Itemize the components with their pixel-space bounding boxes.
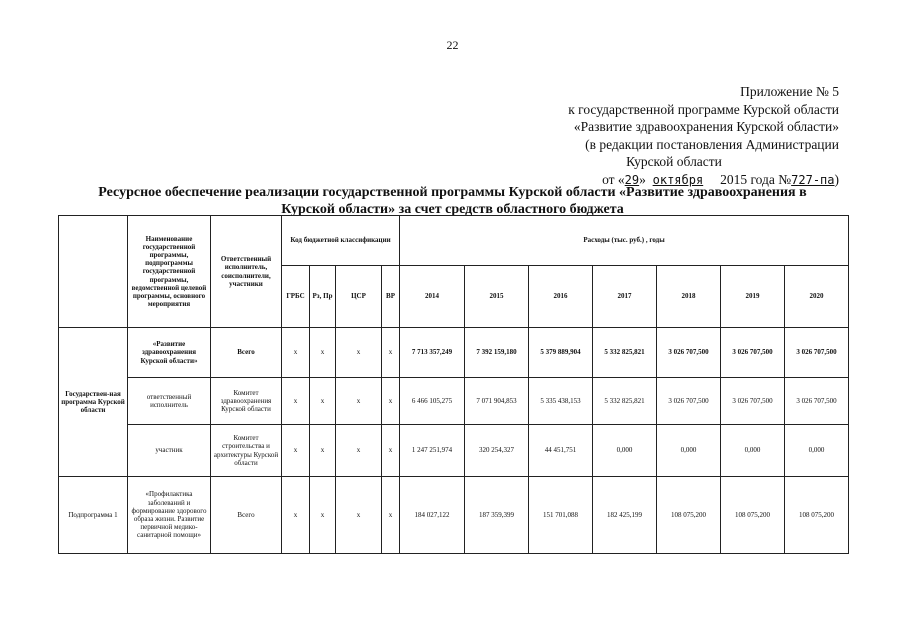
code-csr: х bbox=[336, 425, 382, 477]
code-vr: х bbox=[382, 477, 400, 554]
value-cell: 108 075,200 bbox=[657, 477, 721, 554]
title-line-2: Курской области» за счет средств областного бюджета bbox=[281, 202, 624, 217]
category-cell: Подпрограмма 1 bbox=[59, 477, 128, 554]
code-grbs: х bbox=[282, 378, 310, 425]
value-cell: 7 071 904,853 bbox=[465, 378, 529, 425]
appendix-line: «Развитие здравоохранения Курской области» bbox=[573, 119, 839, 134]
header-grbs: ГРБС bbox=[282, 266, 310, 328]
date-year: 2015 года № bbox=[720, 171, 792, 187]
code-vr: х bbox=[382, 328, 400, 378]
title-line-1: Ресурсное обеспечение реализации государственной программы Курской области «Развитие здравоохранения в bbox=[98, 185, 807, 200]
header-expenses: Расходы (тыс. руб.) , годы bbox=[400, 216, 849, 266]
code-csr: х bbox=[336, 477, 382, 554]
row-name: ответственный исполнитель bbox=[128, 378, 211, 425]
value-cell: 7 713 357,249 bbox=[400, 328, 465, 378]
code-rzpr: х bbox=[310, 477, 336, 554]
table-row bbox=[59, 477, 849, 554]
code-rzpr: х bbox=[310, 328, 336, 378]
code-grbs: х bbox=[282, 328, 310, 378]
header-empty-cell bbox=[59, 216, 128, 328]
decree-number: 727-па bbox=[791, 172, 835, 187]
value-cell: 184 027,122 bbox=[400, 477, 465, 554]
value-cell: 182 425,199 bbox=[593, 477, 657, 554]
appendix-title: Приложение № 5 bbox=[740, 84, 839, 99]
header-row-1 bbox=[59, 216, 849, 266]
value-cell: 108 075,200 bbox=[721, 477, 785, 554]
header-year-2018: 2018 bbox=[657, 266, 721, 328]
date-mid: » bbox=[639, 171, 646, 187]
value-cell: 3 026 707,500 bbox=[785, 328, 849, 378]
appendix-line: Курской области bbox=[626, 154, 722, 169]
value-cell: 0,000 bbox=[593, 425, 657, 477]
header-year-2015: 2015 bbox=[465, 266, 529, 328]
value-cell: 7 392 159,180 bbox=[465, 328, 529, 378]
date-month: октября bbox=[652, 172, 704, 187]
code-grbs: х bbox=[282, 477, 310, 554]
value-cell: 0,000 bbox=[721, 425, 785, 477]
code-csr: х bbox=[336, 378, 382, 425]
value-cell: 5 379 889,904 bbox=[529, 328, 593, 378]
row-role: Комитет строительства и архитектуры Курской области bbox=[211, 425, 282, 477]
value-cell: 0,000 bbox=[657, 425, 721, 477]
header-budget-code: Код бюджетной классификации bbox=[282, 216, 400, 266]
row-role: Всего bbox=[211, 328, 282, 378]
value-cell: 108 075,200 bbox=[785, 477, 849, 554]
code-grbs: х bbox=[282, 425, 310, 477]
value-cell: 6 466 105,275 bbox=[400, 378, 465, 425]
code-csr: х bbox=[336, 328, 382, 378]
header-csr: ЦСР bbox=[336, 266, 382, 328]
header-year-2017: 2017 bbox=[593, 266, 657, 328]
date-day: 29 bbox=[624, 172, 640, 187]
resource-table bbox=[58, 215, 849, 554]
code-rzpr: х bbox=[310, 425, 336, 477]
value-cell: 5 335 438,153 bbox=[529, 378, 593, 425]
value-cell: 187 359,399 bbox=[465, 477, 529, 554]
appendix-line: к государственной программе Курской области bbox=[568, 101, 839, 117]
row-name: «Развитие здравоохранения Курской области» bbox=[128, 328, 211, 378]
table-row bbox=[59, 328, 849, 378]
value-cell: 0,000 bbox=[785, 425, 849, 477]
value-cell: 44 451,751 bbox=[529, 425, 593, 477]
document-title bbox=[60, 184, 845, 218]
header-vr: ВР bbox=[382, 266, 400, 328]
table-row bbox=[59, 425, 849, 477]
date-suffix: ) bbox=[834, 171, 839, 187]
value-cell: 3 026 707,500 bbox=[657, 328, 721, 378]
value-cell: 1 247 251,974 bbox=[400, 425, 465, 477]
page-number: 22 bbox=[446, 38, 459, 52]
code-vr: х bbox=[382, 378, 400, 425]
header-rzpr: Рз, Пр bbox=[310, 266, 336, 328]
appendix-line: (в редакции постановления Администрации bbox=[585, 136, 839, 152]
header-responsible: Ответственный исполнитель, соисполнители, участники bbox=[211, 216, 282, 328]
value-cell: 3 026 707,500 bbox=[785, 378, 849, 425]
row-role: Всего bbox=[211, 477, 282, 554]
value-cell: 320 254,327 bbox=[465, 425, 529, 477]
header-year-2020: 2020 bbox=[785, 266, 849, 328]
value-cell: 3 026 707,500 bbox=[657, 378, 721, 425]
header-program-name: Наименование государственной программы, подпрограммы государственной программы, ведомственной целевой программы, основного мероприятия bbox=[128, 216, 211, 328]
row-role: Комитет здравоохранения Курской области bbox=[211, 378, 282, 425]
value-cell: 5 332 825,821 bbox=[593, 328, 657, 378]
value-cell: 3 026 707,500 bbox=[721, 378, 785, 425]
value-cell: 3 026 707,500 bbox=[721, 328, 785, 378]
row-name: «Профилактика заболеваний и формирование здорового образа жизни. Развитие первичной медико-санитарной помощи» bbox=[128, 477, 211, 554]
header-year-2016: 2016 bbox=[529, 266, 593, 328]
value-cell: 151 701,088 bbox=[529, 477, 593, 554]
value-cell: 5 332 825,821 bbox=[593, 378, 657, 425]
row-name: участник bbox=[128, 425, 211, 477]
date-prefix: от « bbox=[602, 171, 625, 187]
table-row bbox=[59, 378, 849, 425]
appendix-block bbox=[509, 83, 839, 189]
header-year-2014: 2014 bbox=[400, 266, 465, 328]
code-vr: х bbox=[382, 425, 400, 477]
header-year-2019: 2019 bbox=[721, 266, 785, 328]
category-cell: Государствен-ная программа Курской области bbox=[59, 328, 128, 477]
code-rzpr: х bbox=[310, 378, 336, 425]
